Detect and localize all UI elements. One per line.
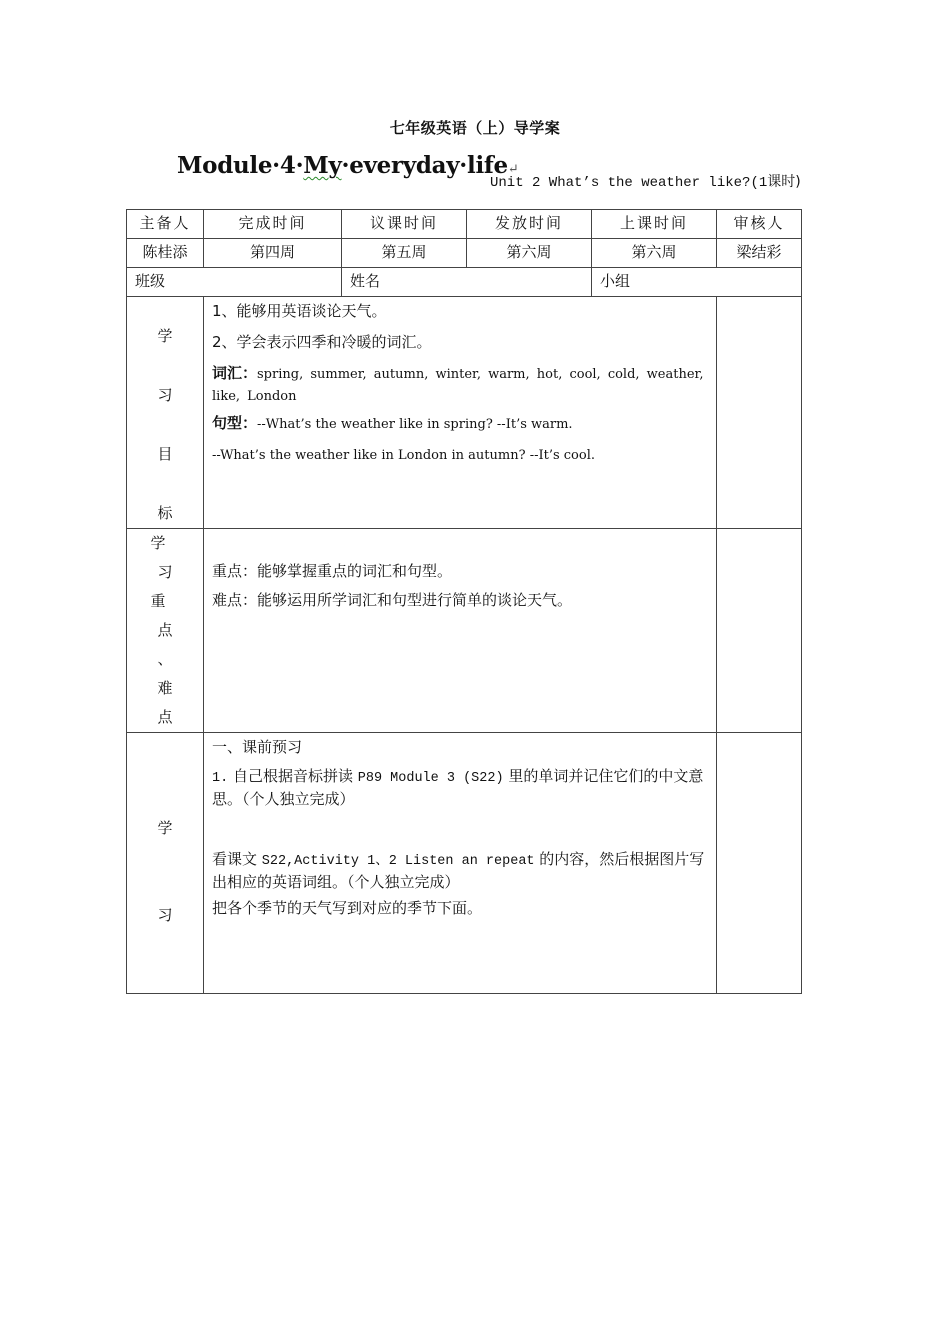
study-row	[127, 733, 802, 994]
key-points-row	[127, 529, 802, 733]
value-cell: 第六周	[592, 239, 717, 268]
key-points-side-label	[127, 529, 204, 733]
study-notes	[717, 733, 802, 994]
unit-title	[490, 171, 801, 191]
key-point: 重点：能够掌握重点的词汇和句型。	[212, 562, 453, 580]
header-cell: 主备人	[127, 210, 204, 239]
side-char: 重	[150, 592, 166, 610]
class-field[interactable]: 班级	[127, 268, 342, 297]
vocab-line	[212, 363, 708, 407]
header-cell: 上课时间	[592, 210, 717, 239]
document-title: 七年级英语（上）导学案	[389, 119, 561, 137]
value-row	[127, 239, 802, 268]
header-row	[127, 210, 802, 239]
group-field[interactable]: 小组	[592, 268, 802, 297]
study-content	[204, 733, 717, 994]
task-text: 里的单词并记住它们的中文意思。（个人独立完成）	[212, 767, 704, 808]
side-char: 难	[157, 679, 173, 697]
study-task	[212, 849, 708, 892]
pattern-text: --What’s the weather like in London in autumn? --It’s cool.	[212, 448, 596, 463]
task-text: 自己根据音标拼读	[228, 767, 358, 785]
value-cell: 第四周	[204, 239, 342, 268]
module-title-suffix: ·everyday·life	[341, 152, 508, 179]
study-section-title: 一、课前预习	[212, 738, 303, 756]
header-cell: 议课时间	[342, 210, 467, 239]
side-char: 习	[157, 906, 173, 924]
task-code: P89 Module 3 (S22)	[357, 771, 504, 786]
difficult-point: 难点：能够运用所学词汇和句型进行简单的谈论天气。	[212, 591, 573, 609]
objective-item: 1、能够用英语谈论天气。	[212, 302, 387, 320]
key-points-notes	[717, 529, 802, 733]
module-title-squiggle-word: My	[303, 152, 342, 179]
side-char: 点	[157, 708, 173, 726]
objectives-notes	[717, 297, 802, 529]
objectives-side-label	[127, 297, 204, 529]
header-cell: 发放时间	[467, 210, 592, 239]
pattern-text: --What’s the weather like in spring? --It’s warm.	[257, 417, 573, 432]
header-cell: 审核人	[717, 210, 802, 239]
value-cell: 梁结彩	[717, 239, 802, 268]
module-title-prefix: Module·4·	[177, 152, 304, 179]
objectives-content	[204, 297, 717, 529]
task-text: 的内容，然后根据图片写出相应的英语词组。（个人独立完成）	[212, 850, 705, 891]
task-code: S22,Activity 1、2 Listen an repeat	[261, 854, 535, 869]
info-row	[127, 268, 802, 297]
value-cell: 陈桂添	[127, 239, 204, 268]
side-char: 习	[157, 563, 173, 581]
objectives-row	[127, 297, 802, 529]
unit-title-cn: 课时)	[767, 174, 801, 190]
study-task: 把各个季节的天气写到对应的季节下面。	[212, 899, 483, 917]
vocab-label: 词汇：	[212, 364, 258, 382]
study-task	[212, 766, 708, 809]
side-char: 目	[157, 445, 173, 463]
paragraph-mark: ↵	[507, 162, 519, 177]
value-cell: 第五周	[342, 239, 467, 268]
module-title	[177, 152, 518, 179]
side-char: 习	[157, 386, 173, 404]
side-char: 标	[157, 504, 173, 522]
study-side-label	[127, 733, 204, 994]
lesson-plan-table	[126, 209, 802, 994]
task-number: 1.	[212, 771, 229, 786]
vocab-text: spring, summer, autumn, winter, warm, hot, cool, cold, weather, like, London	[212, 367, 704, 404]
side-char: 学	[157, 819, 173, 837]
value-cell: 第六周	[467, 239, 592, 268]
side-char: 学	[157, 327, 173, 345]
side-char: 、	[157, 650, 173, 668]
side-char: 学	[150, 534, 166, 552]
side-char: 点	[157, 621, 173, 639]
pattern-label: 句型：	[212, 414, 258, 432]
header-cell: 完成时间	[204, 210, 342, 239]
pattern-line	[212, 413, 708, 435]
name-field[interactable]: 姓名	[342, 268, 592, 297]
objective-item: 2、学会表示四季和冷暖的词汇。	[212, 333, 432, 351]
unit-title-en: Unit 2 What’s the weather like?(1	[490, 175, 768, 191]
task-text: 看课文	[212, 850, 262, 868]
key-points-content	[204, 529, 717, 733]
